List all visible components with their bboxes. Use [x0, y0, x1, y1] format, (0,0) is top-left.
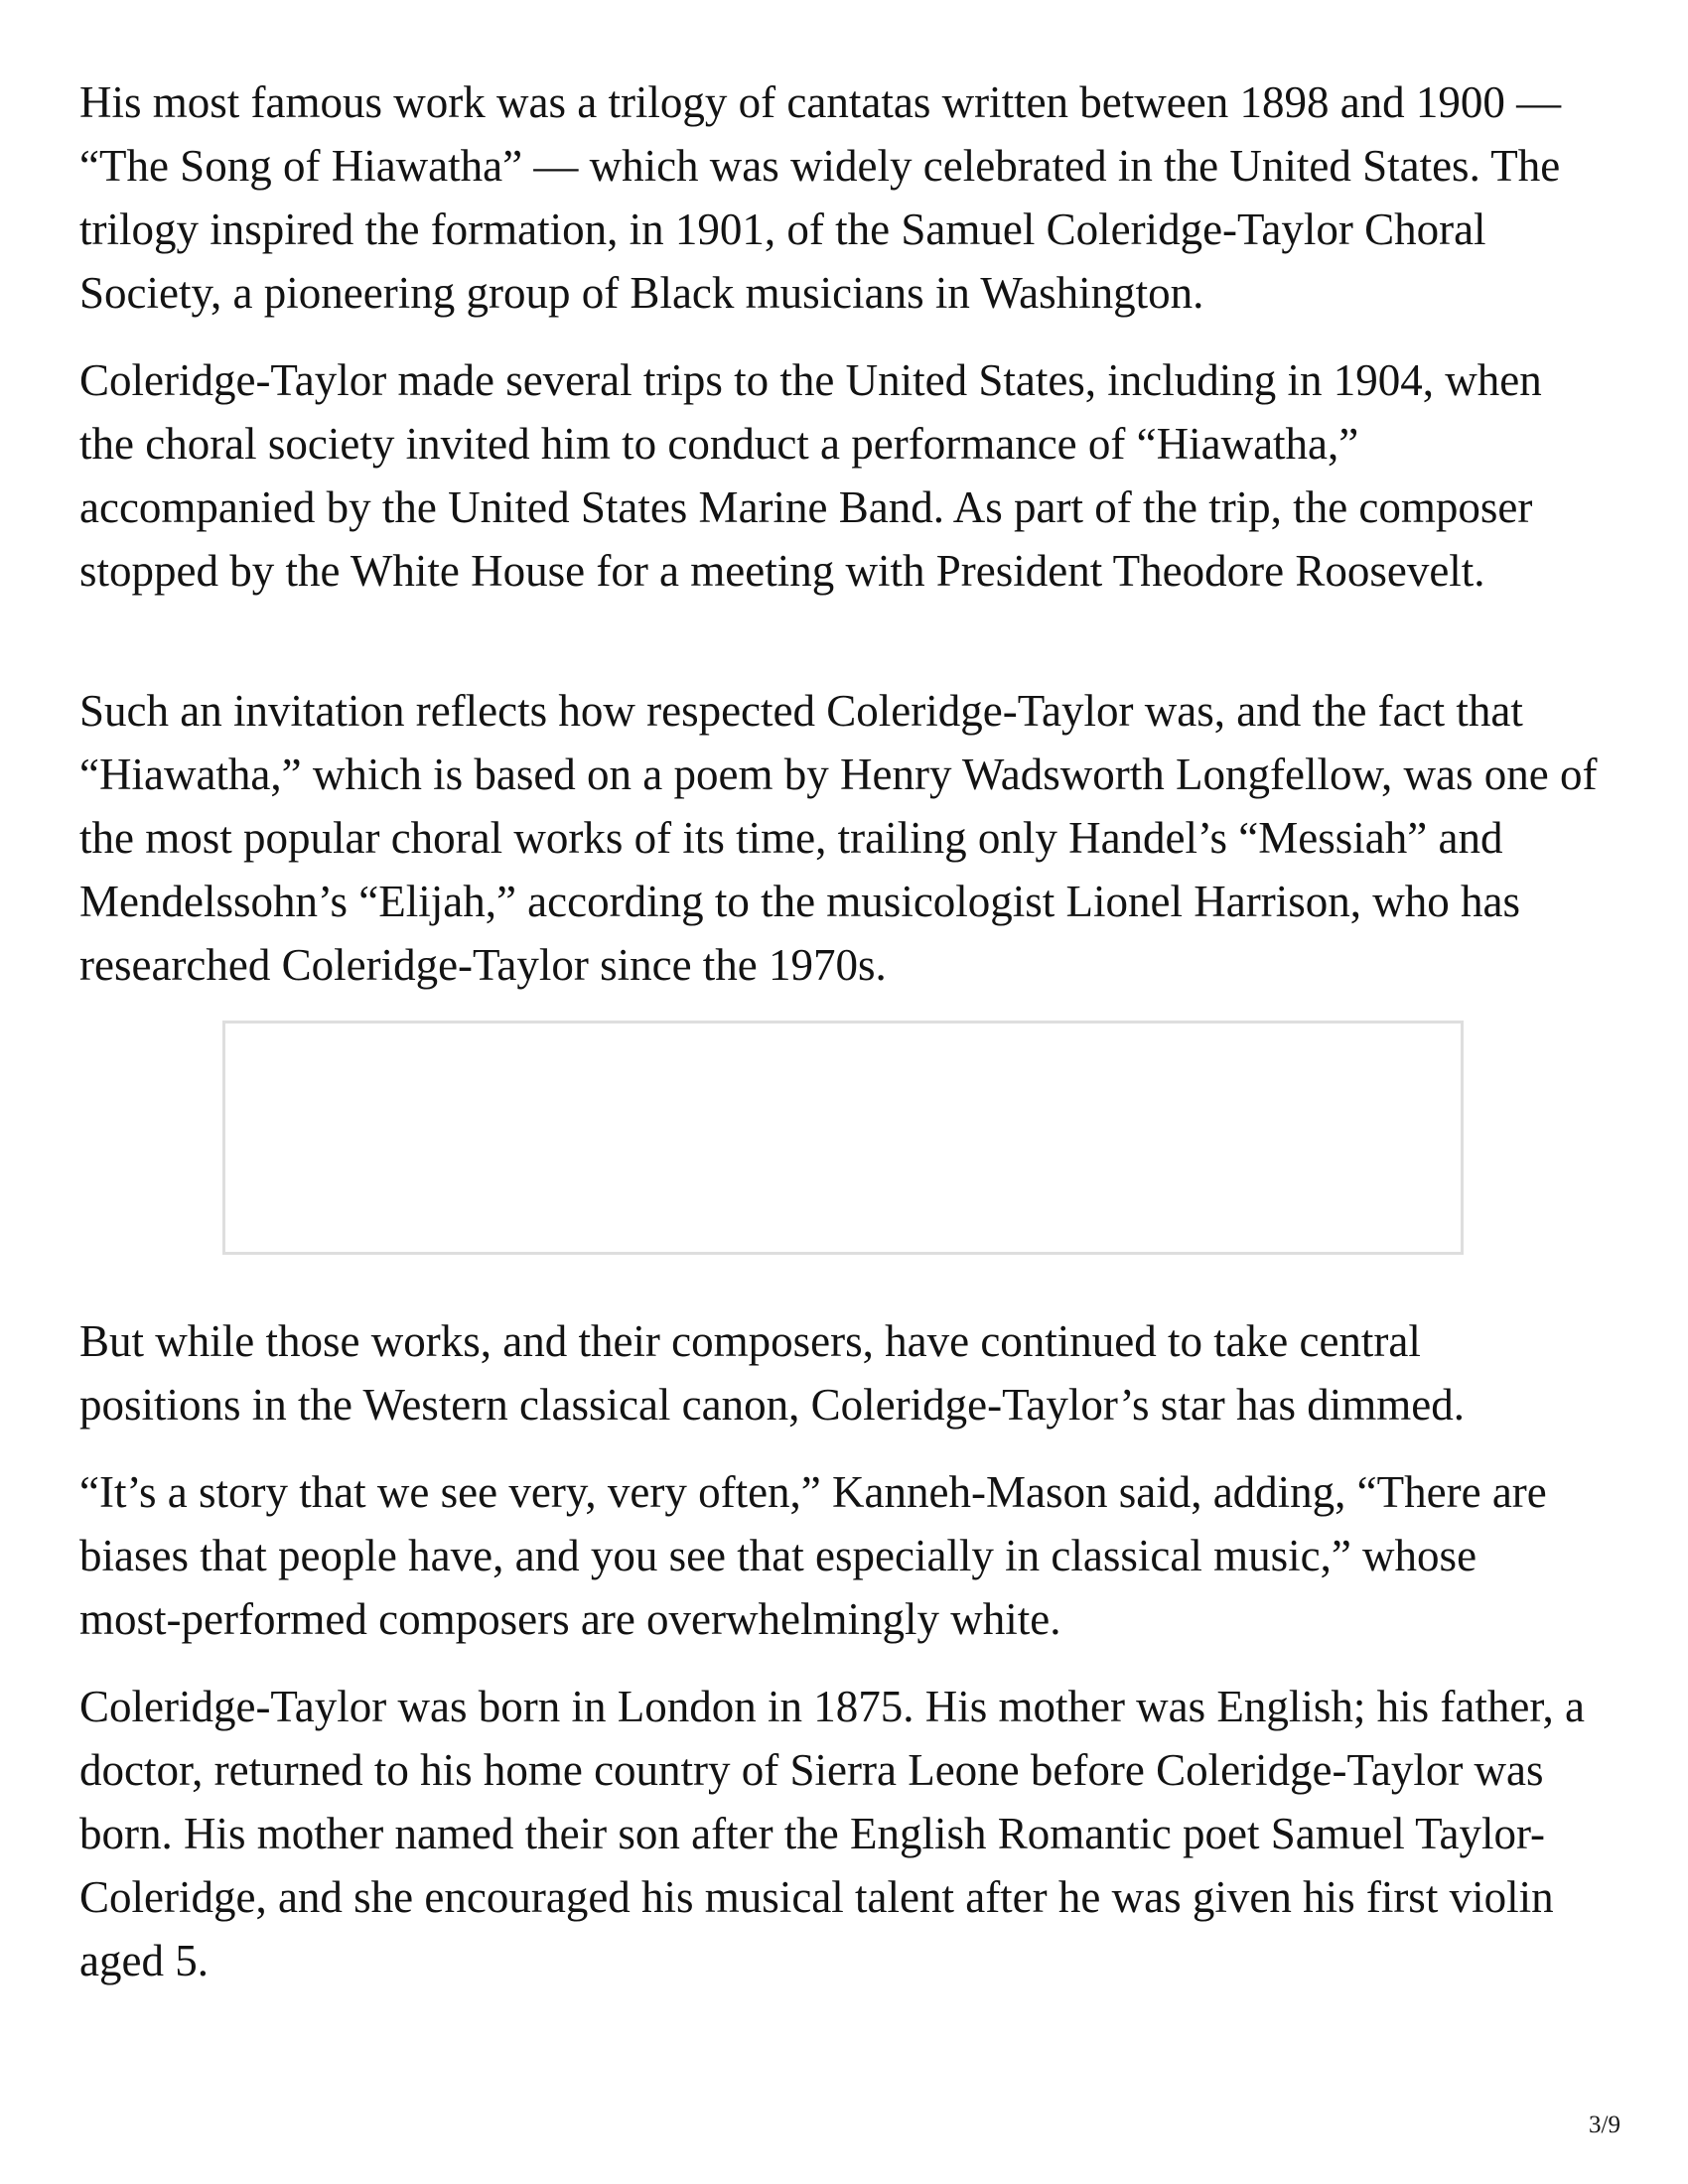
paragraph-gap-spacer — [79, 626, 1599, 679]
paragraph — [79, 679, 1599, 997]
paragraph-line: positions in the Western classical canon, Coleridge-Taylor’s star has dimmed. — [79, 1380, 1465, 1430]
paragraph-line: Mendelssohn’s “Elijah,” according to the musicologist Lionel Harrison, who has — [79, 877, 1520, 926]
paragraph-line: biases that people have, and you see that especially in classical music,” whose — [79, 1531, 1477, 1580]
paragraph-line: most-performed composers are overwhelmingly white. — [79, 1594, 1061, 1644]
paragraph-line: the choral society invited him to conduct a performance of “Hiawatha,” — [79, 419, 1359, 469]
paragraph-line: “The Song of Hiawatha” — which was widely celebrated in the United States. The — [79, 141, 1561, 191]
ad-placeholder — [222, 1021, 1464, 1255]
paragraph — [79, 70, 1599, 325]
paragraph — [79, 1675, 1599, 1992]
paragraph-line: Coleridge-Taylor was born in London in 1875. His mother was English; his father, a — [79, 1682, 1586, 1731]
paragraph — [79, 348, 1599, 603]
paragraph-line: doctor, returned to his home country of Sierra Leone before Coleridge-Taylor was — [79, 1745, 1544, 1795]
paragraph-line: Society, a pioneering group of Black musicians in Washington. — [79, 268, 1204, 318]
paragraph-line: born. His mother named their son after the English Romantic poet Samuel Taylor- — [79, 1809, 1546, 1858]
paragraph-line: Coleridge-Taylor made several trips to the United States, including in 1904, when — [79, 355, 1542, 405]
page-indicator: 3/9 — [1589, 2112, 1620, 2138]
paragraph-line: Coleridge, and she encouraged his musical talent after he was given his first violin — [79, 1872, 1554, 1922]
paragraph-line: stopped by the White House for a meeting with President Theodore Roosevelt. — [79, 546, 1485, 596]
paragraph — [79, 1309, 1599, 1436]
paragraph-line: accompanied by the United States Marine Band. As part of the trip, the composer — [79, 482, 1533, 532]
paragraph-line: researched Coleridge-Taylor since the 1970s. — [79, 940, 887, 990]
paragraph-line: aged 5. — [79, 1936, 209, 1985]
paragraph-line: the most popular choral works of its time, trailing only Handel’s “Messiah” and — [79, 813, 1503, 863]
paragraph-line: “Hiawatha,” which is based on a poem by Henry Wadsworth Longfellow, was one of — [79, 750, 1598, 799]
paragraph — [79, 1460, 1599, 1651]
paragraph-line: But while those works, and their composers, have continued to take central — [79, 1316, 1421, 1366]
paragraph-line: trilogy inspired the formation, in 1901, of the Samuel Coleridge-Taylor Choral — [79, 205, 1486, 254]
paragraph-line: Such an invitation reflects how respected Coleridge-Taylor was, and the fact that — [79, 686, 1523, 736]
paragraph-line: “It’s a story that we see very, very often,” Kanneh-Mason said, adding, “There are — [79, 1467, 1547, 1517]
article-body — [79, 70, 1599, 2016]
paragraph-line: His most famous work was a trilogy of cantatas written between 1898 and 1900 — — [79, 77, 1562, 127]
